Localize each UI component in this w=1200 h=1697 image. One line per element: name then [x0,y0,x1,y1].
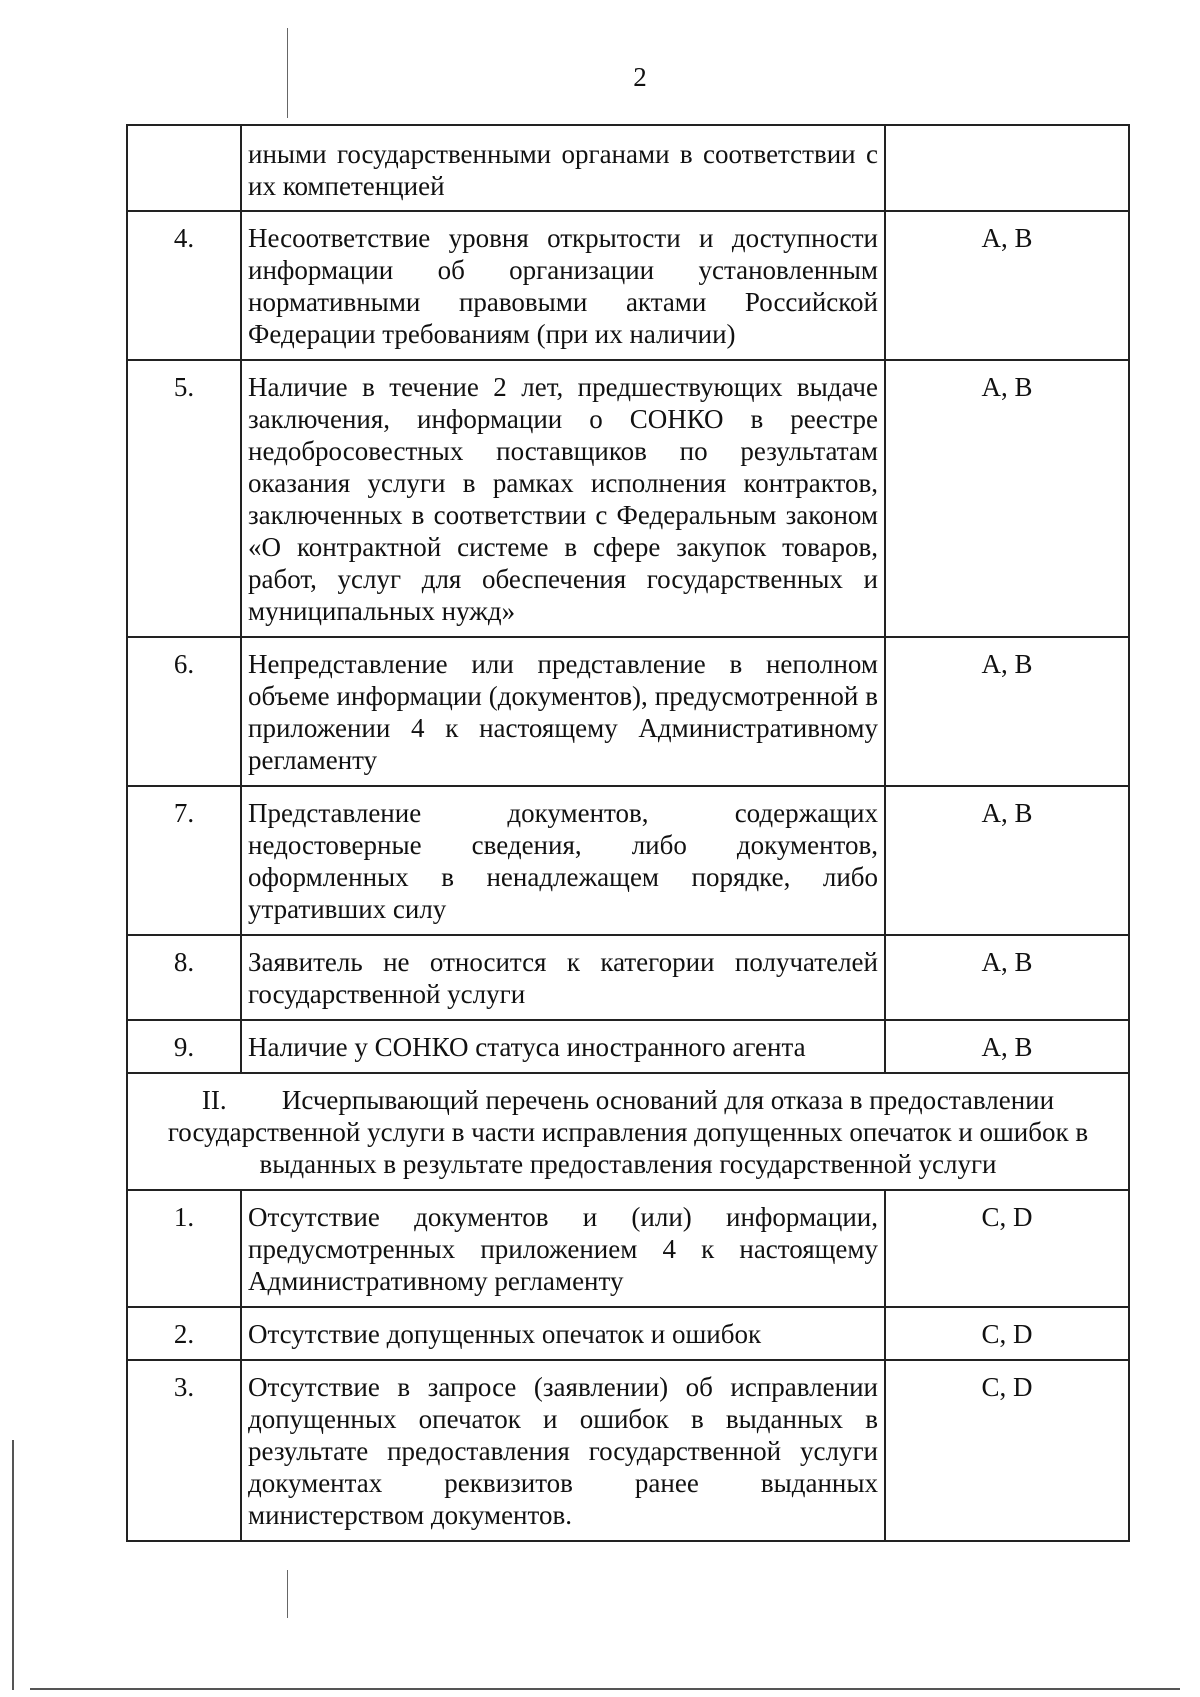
row-text: иными государственными органами в соответствии с их компетенцией [241,125,885,211]
row-code: А, В [885,935,1129,1020]
row-number [127,125,241,211]
table-row [127,1020,1129,1073]
row-code [885,125,1129,211]
row-code: С, D [885,1360,1129,1541]
scan-bottom-edge [30,1688,1180,1690]
row-number: 5. [127,360,241,637]
row-number: 1. [127,1190,241,1307]
page-number: 2 [633,62,647,92]
table-row [127,1190,1129,1307]
row-number: 8. [127,935,241,1020]
table-row [127,125,1129,211]
row-code: С, D [885,1190,1129,1307]
row-number: 3. [127,1360,241,1541]
row-code: А, В [885,211,1129,360]
row-text: Отсутствие документов и (или) информации, предусмотренных приложением 4 к настоящему Административному регламенту [241,1190,885,1307]
row-number: 4. [127,211,241,360]
table-row [127,211,1129,360]
row-text: Наличие в течение 2 лет, предшествующих выдаче заключения, информации о СОНКО в реестре недобросовестных поставщиков по результатам оказания услуги в рамках исполнения контрактов, заключенных в соответствии с Федеральным законом «О контрактной системе в сфере закупок товаров, работ, услуг для обеспечения государственных и муниципальных нужд» [241,360,885,637]
table-row [127,1307,1129,1360]
section-header-row [127,1073,1129,1190]
table-row [127,1360,1129,1541]
row-number: 2. [127,1307,241,1360]
scan-edge-left [12,1440,14,1690]
row-code: С, D [885,1307,1129,1360]
row-text: Заявитель не относится к категории получателей государственной услуги [241,935,885,1020]
grounds-table [126,124,1130,1542]
table-row [127,360,1129,637]
row-code: А, В [885,786,1129,935]
row-number: 7. [127,786,241,935]
table-row [127,637,1129,786]
row-text: Отсутствие в запросе (заявлении) об исправлении допущенных опечаток и ошибок в выданных в результате предоставления государственной услуги документах реквизитов ранее выданных министерством документов. [241,1360,885,1541]
section-roman-numeral: II. [201,1085,227,1115]
section-title: Исчерпывающий перечень оснований для отказа в предоставлении государственной услуги в части исправления допущенных опечаток и ошибок в выданных в результате предоставления государственной услуги [167,1085,1089,1179]
row-text: Представление документов, содержащих недостоверные сведения, либо документов, оформленных в ненадлежащем порядке, либо утративших силу [241,786,885,935]
row-code: А, В [885,360,1129,637]
section-header [127,1073,1129,1190]
row-text: Отсутствие допущенных опечаток и ошибок [241,1307,885,1360]
table-row [127,786,1129,935]
row-text: Несоответствие уровня открытости и доступности информации об организации установленным нормативными правовыми актами Российской Федерации требованиям (при их наличии) [241,211,885,360]
row-code: А, В [885,637,1129,786]
scan-fold-line-bottom [287,1570,288,1618]
row-text: Непредставление или представление в неполном объеме информации (документов), предусмотренной в приложении 4 к настоящему Административному регламенту [241,637,885,786]
row-code: А, В [885,1020,1129,1073]
row-number: 6. [127,637,241,786]
row-number: 9. [127,1020,241,1073]
row-text: Наличие у СОНКО статуса иностранного агента [241,1020,885,1073]
table-row [127,935,1129,1020]
